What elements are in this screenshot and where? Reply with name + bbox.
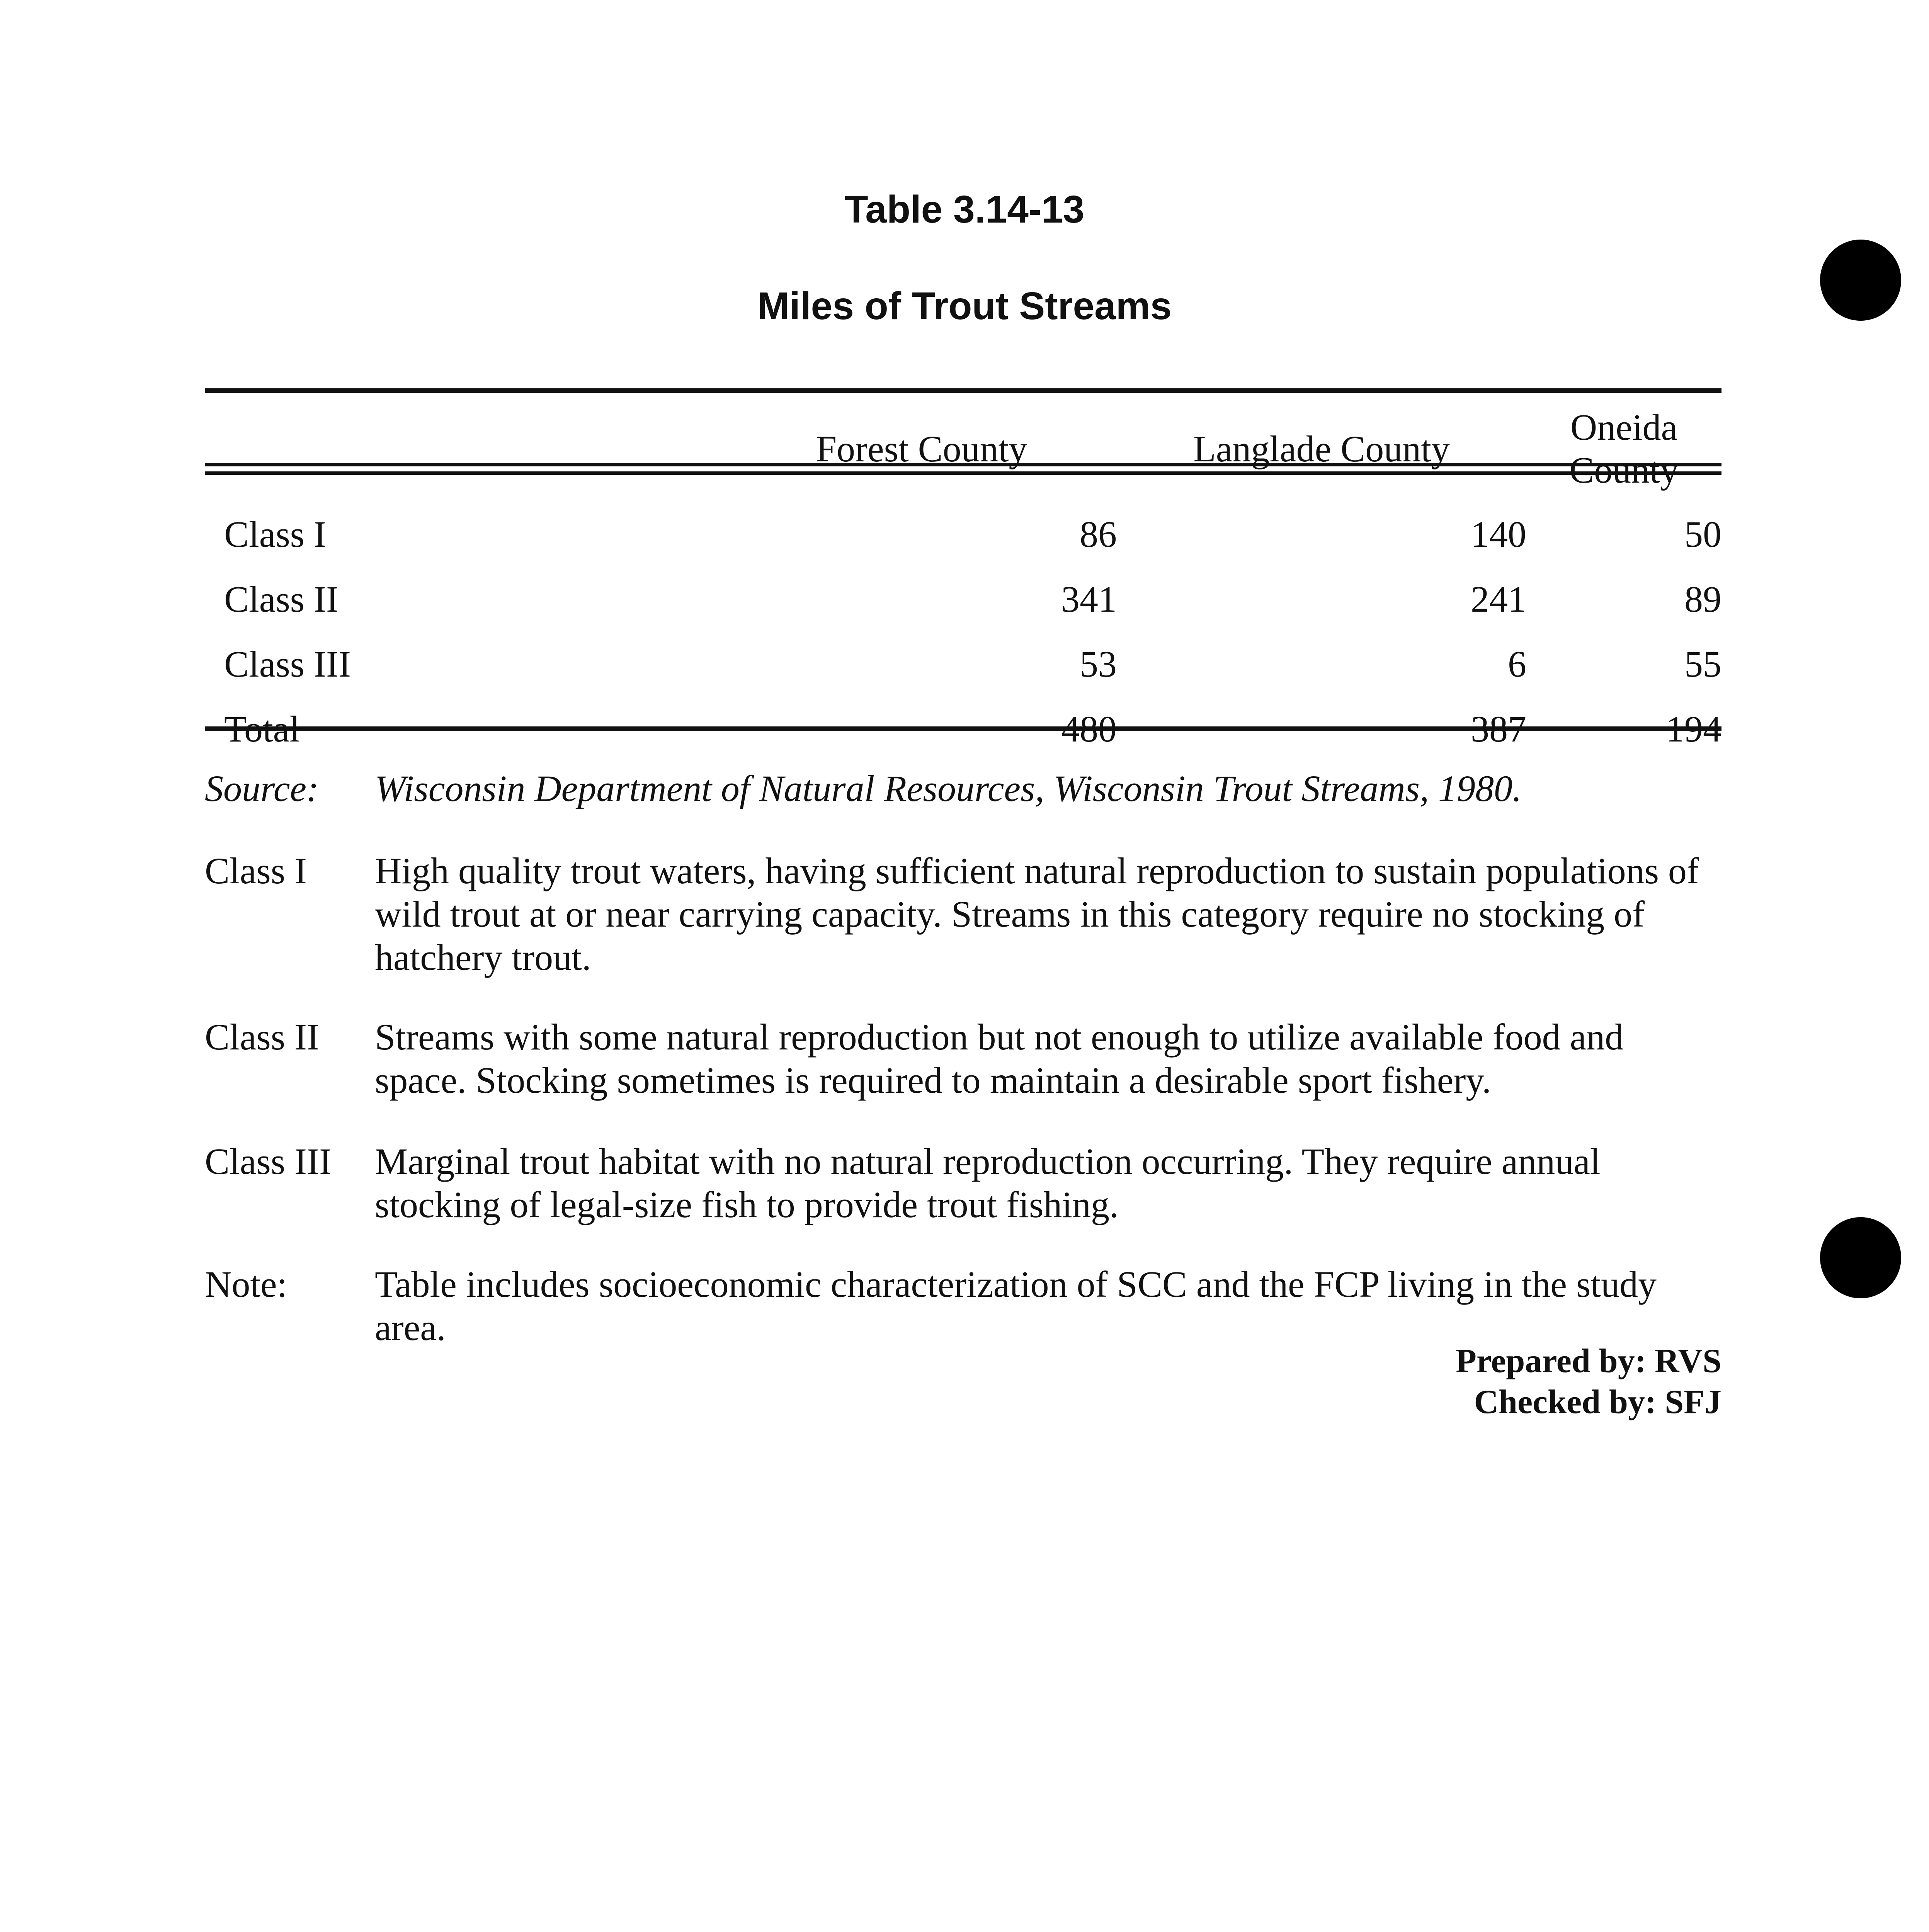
- table-row: [205, 631, 1721, 696]
- cell-langlade: 6: [1508, 643, 1526, 685]
- note-text: Table includes socioeconomic characterization of SCC and the FCP living in the study area.: [375, 1264, 1657, 1348]
- cell-langlade: 387: [1471, 708, 1526, 750]
- col-header-forest: Forest County: [816, 428, 1027, 469]
- cell-oneida: 50: [1684, 513, 1721, 555]
- class2-term: Class II: [205, 1016, 319, 1058]
- header-blank: [205, 406, 726, 492]
- source-text: Wisconsin Department of Natural Resources, Wisconsin Trout Streams, 1980.: [375, 768, 1522, 809]
- col-header-langlade: Langlade County: [1193, 428, 1450, 469]
- table-number: Table 3.14-13: [844, 188, 1085, 231]
- col-header-oneida: Oneida County: [1569, 406, 1679, 491]
- cell-oneida: 194: [1666, 708, 1721, 750]
- class1-term: Class I: [205, 850, 307, 891]
- prepared-block: [1456, 1341, 1721, 1423]
- row-label: Total: [224, 708, 300, 750]
- cell-langlade: 241: [1471, 578, 1526, 620]
- class3-term: Class III: [205, 1141, 332, 1182]
- binder-hole-middle: [1820, 1217, 1901, 1298]
- prepared-by: Prepared by: RVS: [1456, 1342, 1721, 1380]
- table-row-total: [205, 696, 1721, 761]
- table-title: Miles of Trout Streams: [757, 284, 1172, 328]
- checked-by: Checked by: SFJ: [1474, 1383, 1721, 1421]
- cell-langlade: 140: [1471, 513, 1526, 555]
- table-row: [205, 502, 1721, 566]
- table-top-rule: [205, 388, 1721, 393]
- table-header-row: [205, 406, 1721, 492]
- class2-text: Streams with some natural reproduction but not enough to utilize available food and space. Stocking sometimes is required to maintain a desirable sport fishery.: [375, 1016, 1624, 1101]
- cell-forest: 53: [1080, 643, 1117, 685]
- note-term: Note:: [205, 1264, 287, 1305]
- row-label: Class III: [224, 643, 351, 685]
- trout-streams-table: [205, 406, 1721, 761]
- class3-text: Marginal trout habitat with no natural reproduction occurring. They require annual stocking of legal-size fish to provide trout fishing.: [375, 1141, 1601, 1225]
- class1-text: High quality trout waters, having sufficient natural reproduction to sustain populations of wild trout at or near carrying capacity. Streams in this category require no stocking of hatchery trout.: [375, 850, 1699, 978]
- cell-oneida: 89: [1684, 578, 1721, 620]
- table-row: [205, 566, 1721, 631]
- row-label: Class II: [224, 578, 339, 620]
- cell-forest: 341: [1061, 578, 1117, 620]
- cell-forest: 86: [1080, 513, 1117, 555]
- cell-oneida: 55: [1684, 643, 1721, 685]
- row-label: Class I: [224, 513, 326, 555]
- cell-forest: 480: [1061, 708, 1117, 750]
- binder-hole-top: [1820, 240, 1901, 321]
- source-term: Source:: [205, 768, 319, 809]
